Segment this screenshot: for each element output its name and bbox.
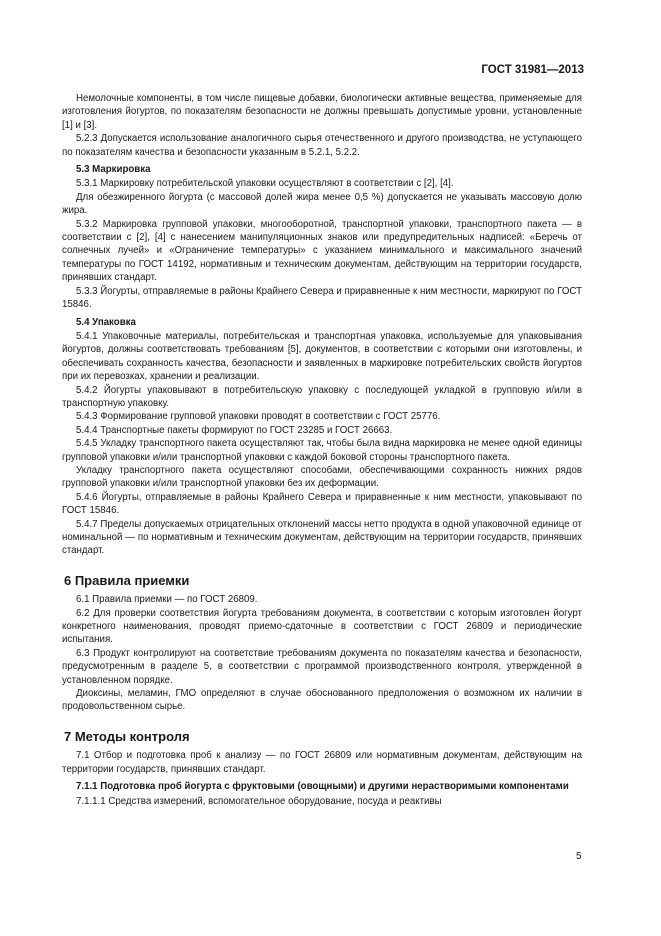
paragraph: Для обезжиренного йогурта (с массовой долей жира менее 0,5 %) допускается не указывать массовую долю жира. [62, 191, 582, 217]
paragraph: 6.3 Продукт контролируют на соответствие требованиям документа по показателям качества и безопасности, предусмотренным в разделе 5, в соответствии с программой производственного контроля, утвержденной в установленном порядке. [62, 647, 582, 686]
paragraph: 5.4.2 Йогурты упаковывают в потребительскую упаковку с последующей укладкой в групповую и/или в транспортную упаковку. [62, 384, 582, 409]
paragraph: 5.2.3 Допускается использование аналогичного сырья отечественного и другого производства, не уступающего по показателям качества и безопасности указанным в 5.2.1, 5.2.2. [62, 133, 582, 158]
paragraph: Укладку транспортного пакета осуществляют способами, обеспечивающими сохранность нижних рядов групповой упаковки и/или транспортной упаковки без их деформации. [62, 464, 582, 490]
paragraph: 5.4.7 Пределы допускаемых отрицательных отклонений массы нетто продукта в одной упаковочной единице от номинальной — по нормативным и техническим документам, действующим на территории государств, принявших стандарт. [62, 518, 582, 557]
paragraph: 6.1 Правила приемки — по ГОСТ 26809. [76, 594, 258, 606]
page-number: 5 [576, 851, 582, 862]
paragraph: Диоксины, меламин, ГМО определяют в случае обоснованного предположения о возможном их наличии в продовольственном сырье. [62, 688, 582, 713]
paragraph: 7.1.1.1 Средства измерений, вспомогательное оборудование, посуда и реактивы [76, 795, 442, 807]
paragraph: 5.3.2 Маркировка групповой упаковки, многооборотной, транспортной упаковки, транспортного пакета — в соответствии с [2], [4] с нанесением манипуляционных знаков или предупредительных надписей: «Беречь от солнечных лучей» и «Ограничение температуры» с указанием минимального и максимального значений температуры по ГОСТ 14192, нормативным и техническим документам, действующим на территории государств, принявших стандарт. [62, 218, 582, 284]
chapter-heading: 7 Методы контроля [64, 728, 190, 744]
page-body [62, 92, 582, 808]
paragraph: 5.3.3 Йогурты, отправляемые в районы Крайнего Севера и приравненные к ним местности, маркируют по ГОСТ 15846. [62, 285, 582, 311]
paragraph: 5.4.3 Формирование групповой упаковки проводят в соответствии с ГОСТ 25776. [76, 411, 441, 423]
paragraph: 5.4.5 Укладку транспортного пакета осуществляют так, чтобы была видна маркировка не менее одной единицы групповой упаковки и/или транспортной упаковки с каждой боковой стороны транспортного пакета. [62, 438, 582, 463]
section-heading: 5.3 Маркировка [76, 164, 151, 176]
paragraph: 5.4.6 Йогурты, отправляемые в районы Крайнего Севера и приравненные к ним местности, упаковывают по ГОСТ 15846. [62, 491, 582, 517]
document-header: ГОСТ 31981—2013 [481, 64, 584, 76]
paragraph: 5.4.1 Упаковочные материалы, потребительская и транспортная упаковка, используемые для упаковывания йогуртов, должны соответствовать требованиям [5], документов, в соответствии с которыми они изготовлены, и обеспечивать сохранность качества, безопасности и заявленных в маркировке потребительских свойств йогуртов при их перевозках, хранении и реализации. [62, 330, 582, 383]
subsection-heading: 7.1.1 Подготовка проб йогурта с фруктовыми (овощными) и другими нерастворимыми компонентами [76, 781, 569, 793]
paragraph: 6.2 Для проверки соответствия йогурта требованиям документа, в соответствии с которым изготовлен йогурт конкретного наименования, проводят приемо-сдаточные в соответствии с ГОСТ 26809 и периодические испытания. [62, 607, 582, 646]
section-heading: 5.4 Упаковка [76, 316, 136, 328]
paragraph: Немолочные компоненты, в том числе пищевые добавки, биологически активные вещества, применяемые для изготовления йогуртов, по показателям безопасности не должны превышать допустимые уровни, установленные [1] и [3]. [62, 93, 582, 131]
chapter-heading: 6 Правила приемки [64, 572, 190, 588]
paragraph: 5.4.4 Транспортные пакеты формируют по ГОСТ 23285 и ГОСТ 26663. [76, 424, 393, 436]
paragraph: 5.3.1 Маркировку потребительской упаковки осуществляют в соответствии с [2], [4]. [76, 178, 454, 190]
paragraph: 7.1 Отбор и подготовка проб к анализу — по ГОСТ 26809 или нормативным документам, действующим на территории государств, принявших стандарт. [62, 750, 582, 775]
